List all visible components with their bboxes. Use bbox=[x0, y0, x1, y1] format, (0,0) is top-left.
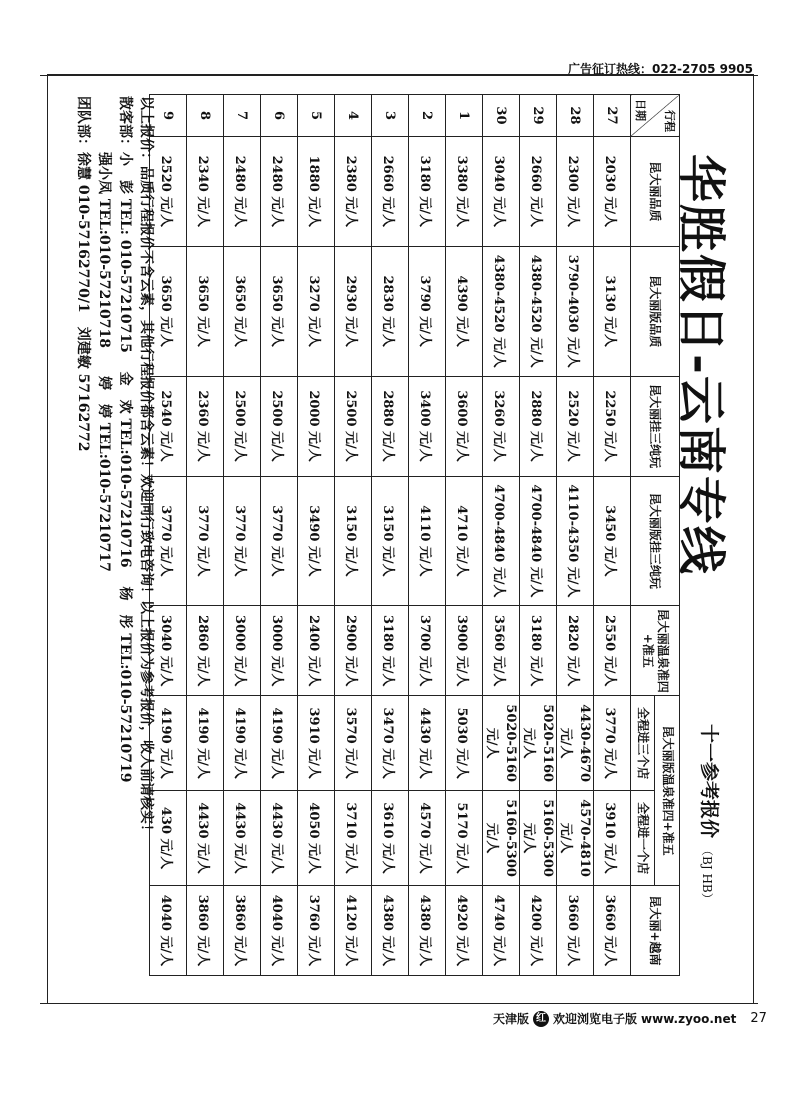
price-cell: 3770 元/人 bbox=[150, 476, 187, 606]
price-cell: 2000 元/人 bbox=[298, 376, 335, 476]
price-cell: 4190 元/人 bbox=[261, 696, 298, 791]
price-cell: 2860 元/人 bbox=[187, 606, 224, 696]
table-row bbox=[409, 95, 446, 976]
price-cell: 4380-4520 元/人 bbox=[483, 246, 520, 376]
price-cell: 3570 元/人 bbox=[335, 696, 372, 791]
price-cell: 4050 元/人 bbox=[298, 791, 335, 886]
price-cell: 2660 元/人 bbox=[372, 136, 409, 246]
price-cell: 3770 元/人 bbox=[224, 476, 261, 606]
date-cell: 4 bbox=[335, 95, 372, 137]
price-cell: 5020-5160 元/人 bbox=[520, 696, 557, 791]
price-cell: 2300 元/人 bbox=[557, 136, 594, 246]
price-cell: 3600 元/人 bbox=[446, 376, 483, 476]
price-cell: 4380-4520 元/人 bbox=[520, 246, 557, 376]
price-cell: 3660 元/人 bbox=[557, 886, 594, 976]
price-cell: 2660 元/人 bbox=[520, 136, 557, 246]
price-cell: 3180 元/人 bbox=[372, 606, 409, 696]
price-cell: 4190 元/人 bbox=[187, 696, 224, 791]
table-corner-header bbox=[631, 95, 680, 137]
table-row bbox=[557, 95, 594, 976]
table-row bbox=[187, 95, 224, 976]
price-cell: 2480 元/人 bbox=[261, 136, 298, 246]
price-cell: 5160-5300 元/人 bbox=[483, 791, 520, 886]
table-row bbox=[446, 95, 483, 976]
price-cell: 2880 元/人 bbox=[520, 376, 557, 476]
price-cell: 4190 元/人 bbox=[150, 696, 187, 791]
price-cell: 2360 元/人 bbox=[187, 376, 224, 476]
price-cell: 3790-4030 元/人 bbox=[557, 246, 594, 376]
price-cell: 4570 元/人 bbox=[409, 791, 446, 886]
price-cell: 4200 元/人 bbox=[520, 886, 557, 976]
price-cell: 3910 元/人 bbox=[298, 696, 335, 791]
price-cell: 2480 元/人 bbox=[224, 136, 261, 246]
price-cell: 2880 元/人 bbox=[372, 376, 409, 476]
price-cell: 3040 元/人 bbox=[150, 606, 187, 696]
table-row bbox=[372, 95, 409, 976]
price-cell: 5160-5300 元/人 bbox=[520, 791, 557, 886]
price-cell: 4380 元/人 bbox=[372, 886, 409, 976]
corner-route-label: 行程 bbox=[663, 109, 676, 132]
price-cell: 2340 元/人 bbox=[187, 136, 224, 246]
date-cell: 3 bbox=[372, 95, 409, 137]
price-cell: 2250 元/人 bbox=[594, 376, 631, 476]
price-cell: 2380 元/人 bbox=[335, 136, 372, 246]
price-cell: 3860 元/人 bbox=[224, 886, 261, 976]
price-cell: 4710 元/人 bbox=[446, 476, 483, 606]
price-cell: 4430 元/人 bbox=[261, 791, 298, 886]
price-cell: 4120 元/人 bbox=[335, 886, 372, 976]
col-header-4: 昆大丽版挂三纯玩 bbox=[631, 476, 680, 606]
price-cell: 2820 元/人 bbox=[557, 606, 594, 696]
price-cell: 4040 元/人 bbox=[150, 886, 187, 976]
date-cell: 5 bbox=[298, 95, 335, 137]
page-footer bbox=[493, 1010, 767, 1027]
price-cell: 4430-4670 元/人 bbox=[557, 696, 594, 791]
price-cell: 3150 元/人 bbox=[372, 476, 409, 606]
ad-hotline: 广告征订热线：022-2705 9905 bbox=[568, 62, 754, 76]
price-cell: 2500 元/人 bbox=[224, 376, 261, 476]
table-row bbox=[298, 95, 335, 976]
price-cell: 3000 元/人 bbox=[224, 606, 261, 696]
price-cell: 4740 元/人 bbox=[483, 886, 520, 976]
price-cell: 3610 元/人 bbox=[372, 791, 409, 886]
price-cell: 1880 元/人 bbox=[298, 136, 335, 246]
price-cell: 2030 元/人 bbox=[594, 136, 631, 246]
date-cell: 9 bbox=[150, 95, 187, 137]
price-cell: 2520 元/人 bbox=[150, 136, 187, 246]
price-cell: 3380 元/人 bbox=[446, 136, 483, 246]
price-cell: 4390 元/人 bbox=[446, 246, 483, 376]
price-cell: 3150 元/人 bbox=[335, 476, 372, 606]
price-cell: 3860 元/人 bbox=[187, 886, 224, 976]
price-cell: 2400 元/人 bbox=[298, 606, 335, 696]
price-cell: 2500 元/人 bbox=[261, 376, 298, 476]
price-cell: 3260 元/人 bbox=[483, 376, 520, 476]
price-cell: 3660 元/人 bbox=[594, 886, 631, 976]
table-row bbox=[483, 95, 520, 976]
price-cell: 4920 元/人 bbox=[446, 886, 483, 976]
price-cell: 5020-5160 元/人 bbox=[483, 696, 520, 791]
price-cell: 4040 元/人 bbox=[261, 886, 298, 976]
col-header-5: 昆大丽温泉准四+准五 bbox=[631, 606, 680, 696]
page-subtitle bbox=[697, 724, 724, 905]
notes-line-4: 团队部：徐慧 010-57162770/1 刘建敏 57162772 bbox=[75, 96, 91, 452]
notes-line-3: 强小凤 TEL:010-57210718 婷 婷 TEL:010-57210717 bbox=[96, 96, 112, 572]
price-cell: 3770 元/人 bbox=[261, 476, 298, 606]
subtitle-text: 十一参考报价 bbox=[698, 724, 720, 839]
price-cell: 4430 元/人 bbox=[224, 791, 261, 886]
price-cell: 2500 元/人 bbox=[335, 376, 372, 476]
table-row bbox=[224, 95, 261, 976]
footer-promo: 欢迎浏览电子版 bbox=[553, 1012, 638, 1026]
date-cell: 6 bbox=[261, 95, 298, 137]
price-cell: 2830 元/人 bbox=[372, 246, 409, 376]
date-cell: 7 bbox=[224, 95, 261, 137]
price-cell: 3180 元/人 bbox=[520, 606, 557, 696]
price-cell: 3760 元/人 bbox=[298, 886, 335, 976]
price-cell: 3470 元/人 bbox=[372, 696, 409, 791]
price-cell: 4700-4840 元/人 bbox=[520, 476, 557, 606]
table-row bbox=[335, 95, 372, 976]
footer-edition: 天津版 bbox=[493, 1012, 530, 1026]
date-cell: 30 bbox=[483, 95, 520, 137]
price-cell: 3180 元/人 bbox=[409, 136, 446, 246]
col-header-2: 昆大丽版品质 bbox=[631, 246, 680, 376]
price-cell: 3130 元/人 bbox=[594, 246, 631, 376]
price-cell: 4430 元/人 bbox=[409, 696, 446, 791]
price-cell: 3710 元/人 bbox=[335, 791, 372, 886]
col-header-1: 昆大丽品质 bbox=[631, 136, 680, 246]
page-number: 27 bbox=[750, 1011, 767, 1026]
col-header-7: 昆大丽+越南 bbox=[631, 886, 680, 976]
price-cell: 3450 元/人 bbox=[594, 476, 631, 606]
price-cell: 2520 元/人 bbox=[557, 376, 594, 476]
price-cell: 4110 元/人 bbox=[409, 476, 446, 606]
table-row bbox=[261, 95, 298, 976]
price-cell: 4430 元/人 bbox=[187, 791, 224, 886]
price-cell: 3560 元/人 bbox=[483, 606, 520, 696]
hong-logo-icon: 红 bbox=[533, 1011, 549, 1027]
price-cell: 3400 元/人 bbox=[409, 376, 446, 476]
price-cell: 4380 元/人 bbox=[409, 886, 446, 976]
price-cell: 3770 元/人 bbox=[187, 476, 224, 606]
price-cell: 4700-4840 元/人 bbox=[483, 476, 520, 606]
price-cell: 2930 元/人 bbox=[335, 246, 372, 376]
price-cell: 3790 元/人 bbox=[409, 246, 446, 376]
price-table-body bbox=[150, 95, 631, 976]
date-cell: 28 bbox=[557, 95, 594, 137]
col-header-6-group: 昆大丽版温泉准四+准五 bbox=[655, 696, 680, 886]
col-header-3: 昆大丽挂三纯玩 bbox=[631, 376, 680, 476]
col-header-6b: 全程进一个店 bbox=[631, 791, 656, 886]
price-cell: 4190 元/人 bbox=[224, 696, 261, 791]
date-cell: 29 bbox=[520, 95, 557, 137]
footer-rule bbox=[40, 1003, 758, 1004]
price-cell: 3000 元/人 bbox=[261, 606, 298, 696]
date-cell: 8 bbox=[187, 95, 224, 137]
page-title: 华胜假日-云南专线 bbox=[673, 154, 729, 576]
price-cell: 3770 元/人 bbox=[594, 696, 631, 791]
date-cell: 2 bbox=[409, 95, 446, 137]
price-cell: 2550 元/人 bbox=[594, 606, 631, 696]
subtitle-code: （BJ HB） bbox=[700, 844, 714, 905]
date-cell: 1 bbox=[446, 95, 483, 137]
price-cell: 430 元/人 bbox=[150, 791, 187, 886]
price-table bbox=[149, 94, 680, 976]
price-cell: 5170 元/人 bbox=[446, 791, 483, 886]
notes-line-1: 以上报价：品质行程报价不含云素，其他行程报价都含云素！欢迎同行致电咨询！以上报价为参考报价，收人前请核实！ bbox=[138, 96, 154, 838]
table-row bbox=[594, 95, 631, 976]
footer-site-link[interactable]: www.zyoo.net bbox=[641, 1011, 737, 1026]
price-cell: 3650 元/人 bbox=[224, 246, 261, 376]
price-cell: 3910 元/人 bbox=[594, 791, 631, 886]
rotated-page-content bbox=[47, 74, 754, 1004]
table-row bbox=[520, 95, 557, 976]
col-header-6a: 全程进三个店 bbox=[631, 696, 656, 791]
corner-date-label: 日期 bbox=[634, 99, 647, 121]
price-cell: 2900 元/人 bbox=[335, 606, 372, 696]
notes-line-2: 散客部：小 彭 TEL: 010-57210715 金 欢 TEL:010-57210716 杨 彤 TEL:010-57210719 bbox=[117, 96, 133, 783]
footer-notes bbox=[72, 96, 156, 838]
date-cell: 27 bbox=[594, 95, 631, 137]
price-cell: 4570-4810 元/人 bbox=[557, 791, 594, 886]
price-cell: 3700 元/人 bbox=[409, 606, 446, 696]
price-cell: 3490 元/人 bbox=[298, 476, 335, 606]
price-cell: 3270 元/人 bbox=[298, 246, 335, 376]
price-cell: 3650 元/人 bbox=[187, 246, 224, 376]
price-cell: 3650 元/人 bbox=[261, 246, 298, 376]
price-cell: 3900 元/人 bbox=[446, 606, 483, 696]
price-cell: 2540 元/人 bbox=[150, 376, 187, 476]
price-cell: 4110-4350 元/人 bbox=[557, 476, 594, 606]
price-cell: 3650 元/人 bbox=[150, 246, 187, 376]
price-cell: 5030 元/人 bbox=[446, 696, 483, 791]
price-cell: 3040 元/人 bbox=[483, 136, 520, 246]
